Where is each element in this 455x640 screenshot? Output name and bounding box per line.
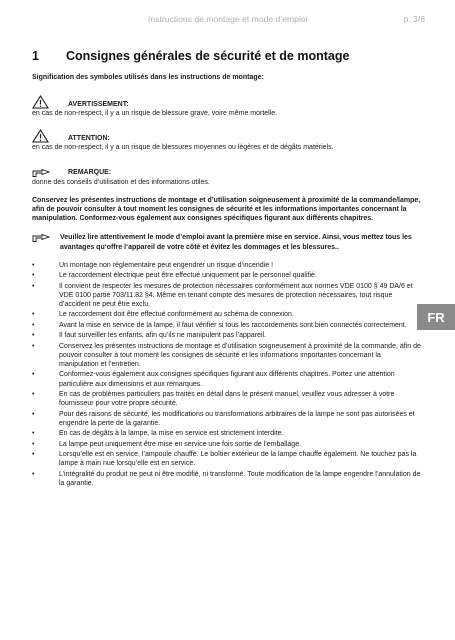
- warning-triangle-icon: [32, 95, 58, 109]
- list-item: • Lorsqu’elle est en service, l’ampoule chauffe. Le boîtier extérieur de la lampe chauffe également. Ne touchez pas la lampe à main nue lorsqu’elle est en service.: [32, 450, 422, 468]
- note-row: [32, 233, 422, 251]
- caution-text: en cas de non-respect, il y a un risque de blessures moyennes ou légères et de dégâts matériels.: [32, 144, 334, 152]
- caution-label: ATTENTION:: [68, 135, 110, 143]
- safety-bullet-list: [32, 261, 422, 488]
- note-text: Veuillez lire attentivement le mode d’emploi avant la première mise en service. Ainsi, vous mettez tous les avantages qu‘offre l‘appareil de votre côté et évitez les dommages et les blessures..: [60, 234, 412, 251]
- pointing-hand-icon: [32, 168, 58, 178]
- language-tab-fr: FR: [417, 304, 455, 330]
- list-item: • Un montage non réglementaire peut engendrer un risque d’incendie !: [32, 261, 422, 270]
- symbols-section: [32, 73, 422, 489]
- section-number: 1: [32, 49, 39, 63]
- page-header: [148, 14, 425, 24]
- list-item: • Le raccordement doit être effectué conformément au schéma de connexion.: [32, 310, 422, 319]
- warning-label: AVERTISSEMENT:: [68, 101, 129, 108]
- list-item: • L’intégralité du produit ne peut ni être modifié, ni transformé. Toute modification de la lampe engendre l’annulation de la garantie.: [32, 470, 422, 488]
- symbols-intro: Signification des symboles utilisés dans les instructions de montage:: [32, 74, 264, 81]
- caution-heading: [32, 123, 422, 143]
- header-title: Instructions de montage et mode d’emploi: [148, 14, 308, 24]
- list-item: • La lampe peut uniquement être mise en service une fois sortie de l’emballage.: [32, 440, 422, 449]
- section-title: [32, 49, 349, 63]
- list-item: • En cas de dégâts à la lampe, la mise en service est strictement interdite.: [32, 429, 422, 438]
- caution-triangle-icon: [32, 129, 58, 143]
- remark-label: REMARQUE:: [68, 169, 112, 177]
- list-item: • Conformez-vous également aux consignes spécifiques figurant aux différents chapitres. Portez une attention particulière aux dimensions et aux remarques.: [32, 370, 422, 388]
- list-item: • Il convient de respecter les mesures de protection nécessaires conformément aux normes VDE 0100 § 49 DA/6 et VDE 0100 partie 703/11.82 §4. Même en tenant compte des mesures de protection nécessaires, tout risque d’accident ne peut être exclu.: [32, 282, 422, 310]
- warning-text: en cas de non-respect, il y a un risque de blessure grave, voire même mortelle.: [32, 110, 278, 118]
- list-item: • En cas de problèmes particuliers pas traités en détail dans le présent manuel, veuillez vous adresser à votre fournisseur pour votre propre sécurité.: [32, 390, 422, 408]
- pointing-hand-icon: [32, 233, 60, 251]
- list-item: • Conservez les présentes instructions de montage et d’utilisation soigneusement à proximité de la commande, afin de pouvoir consulter à tout moment les consignes de sécurité et les informations importantes concernant la manipulation et l’entretien.: [32, 342, 422, 370]
- list-item: • Pour des raisons de sécurité, les modifications ou transformations arbitraires de la lampe ne sont pas autorisées et engendre la perte de la garantie.: [32, 410, 422, 428]
- remark-text: donne des conseils d’utilisation et des informations utiles.: [32, 178, 210, 186]
- list-item: • Il faut surveiller les enfants, afin qu’ils ne manipulent pas l’appareil.: [32, 331, 422, 340]
- page-number: p. 3/8: [403, 14, 425, 24]
- remark-heading: [32, 158, 422, 178]
- list-item: • Le raccordement électrique peut être effectué uniquement par le personnel qualifié.: [32, 271, 422, 280]
- section-title-text: Consignes générales de sécurité et de montage: [66, 49, 350, 63]
- list-item: • Avant la mise en service de la lampe, il faut vérifier si tous les raccordements sont bien connectés correctement.: [32, 321, 422, 330]
- warning-heading: [32, 89, 422, 109]
- conserve-paragraph: Conservez les présentes instructions de montage et d’utilisation soigneusement à proximité de la commande/lampe, afin de pouvoir consulter à tout moment les consignes de sécurité et les informations importantes concernant la manipulation. Conformez-vous également aux consignes spécifiques figurant aux différents chapitres.: [32, 196, 421, 223]
